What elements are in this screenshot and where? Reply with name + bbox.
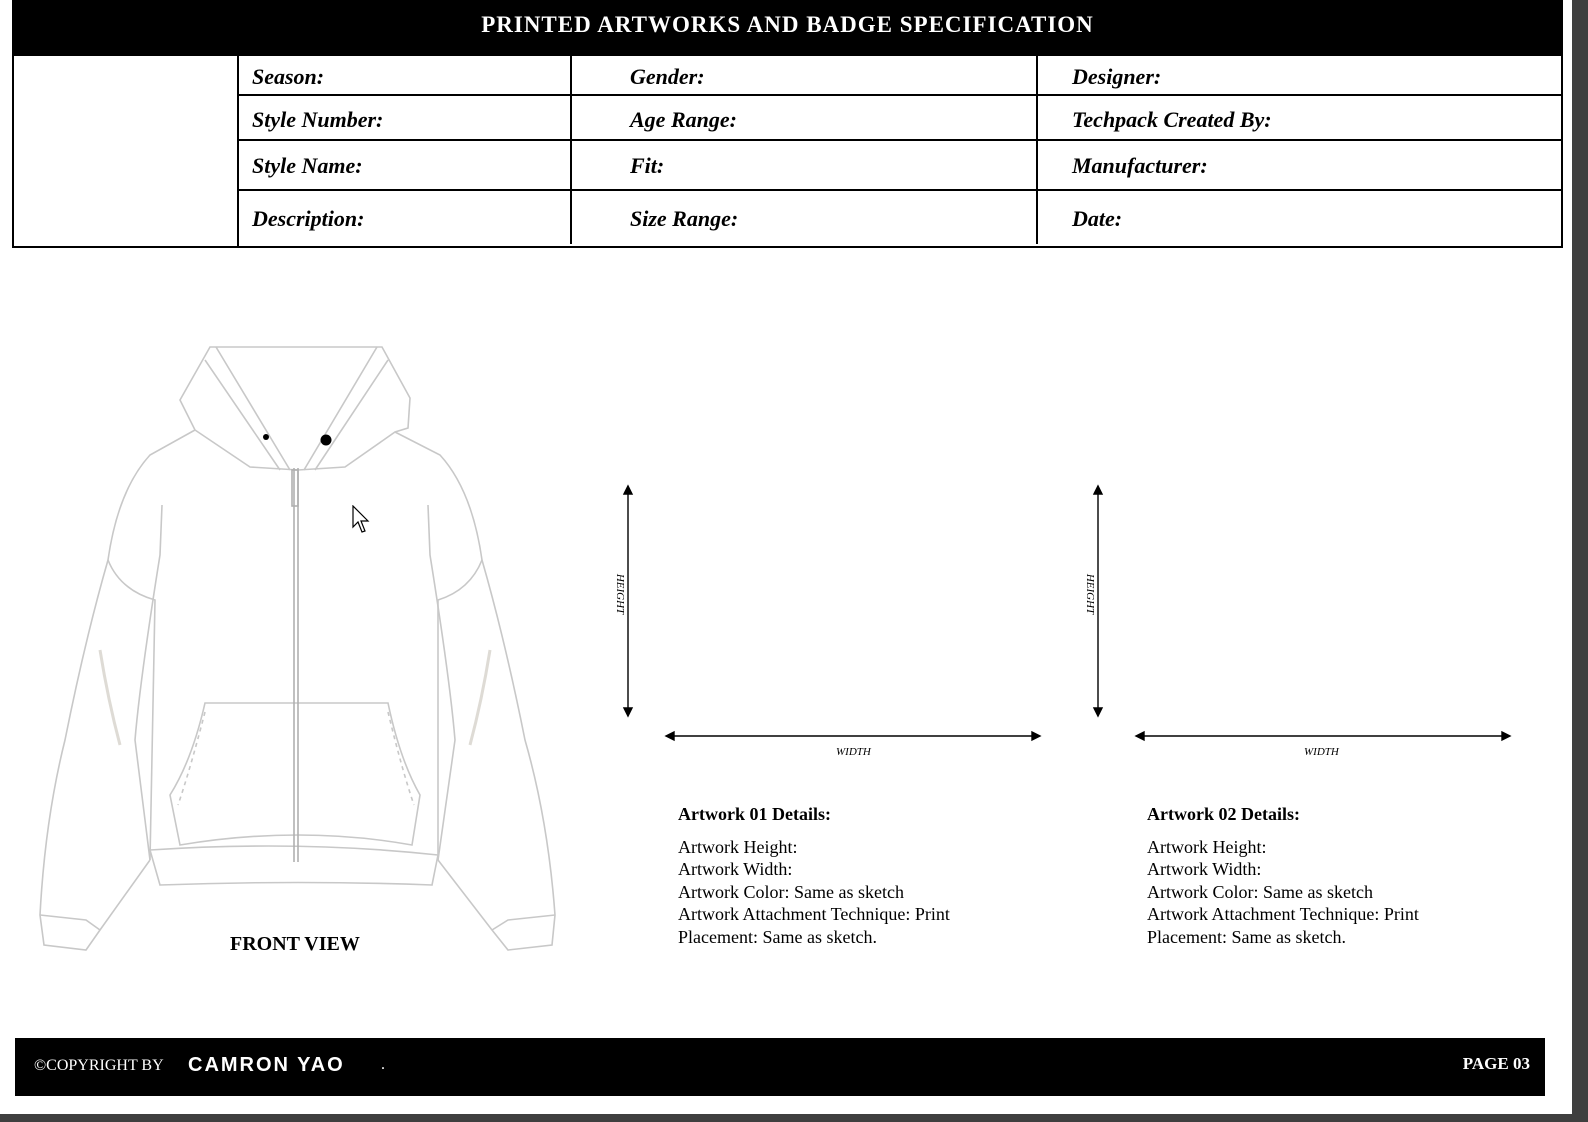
window-frame-right [1572,0,1588,1122]
brand-name: CAMRON YAO [188,1054,345,1076]
fit-label: Fit: [630,153,665,178]
height-label-2: HEIGHT [1084,573,1097,615]
size-range-label: Size Range: [630,206,739,231]
manufacturer-label: Manufacturer: [1072,153,1208,178]
mouse-cursor-icon [352,505,372,535]
height-label-1: HEIGHT [614,573,627,615]
window-frame-bottom [0,1114,1588,1122]
age-range-label: Age Range: [630,107,737,132]
spec-table [12,56,1563,248]
page-title: PRINTED ARTWORKS AND BADGE SPECIFICATION [12,0,1563,56]
width-label-2: WIDTH [1304,746,1339,758]
front-view-caption: FRONT VIEW [230,933,360,955]
brand-suffix: . [381,1056,385,1073]
artwork-01-width: Artwork Width: [678,859,793,879]
artwork-01-technique: Artwork Attachment Technique: Print [678,904,950,924]
techpack-created-by-label: Techpack Created By: [1072,107,1272,132]
artwork-01-details [678,803,950,948]
page-number: PAGE 03 [1462,1054,1530,1073]
artwork-02-title: Artwork 02 Details: [1147,804,1300,824]
artwork-01-color: Artwork Color: Same as sketch [678,881,904,902]
artwork-01-title: Artwork 01 Details: [678,804,831,824]
designer-label: Designer: [1072,64,1162,89]
artwork-02-height: Artwork Height: [1147,836,1267,857]
artwork-02-details [1147,803,1419,948]
page-footer [15,1038,1545,1096]
date-label: Date: [1072,206,1123,231]
artwork-02-color: Artwork Color: Same as sketch [1147,881,1373,902]
artwork-01-height: Artwork Height: [678,836,798,857]
gender-label: Gender: [630,64,705,89]
artwork-01-placement: Placement: Same as sketch. [678,926,877,947]
copyright-text: ©COPYRIGHT BY [34,1057,164,1074]
style-number-label: Style Number: [252,107,384,132]
artwork-02-technique: Artwork Attachment Technique: Print [1147,904,1419,924]
hoodie-sketch-icon [28,340,568,960]
artwork-02-placement: Placement: Same as sketch. [1147,926,1346,947]
width-label-1: WIDTH [836,746,871,758]
style-name-label: Style Name: [252,153,363,178]
season-label: Season: [252,64,325,89]
artwork-02-width: Artwork Width: [1147,859,1262,879]
description-label: Description: [252,206,365,231]
